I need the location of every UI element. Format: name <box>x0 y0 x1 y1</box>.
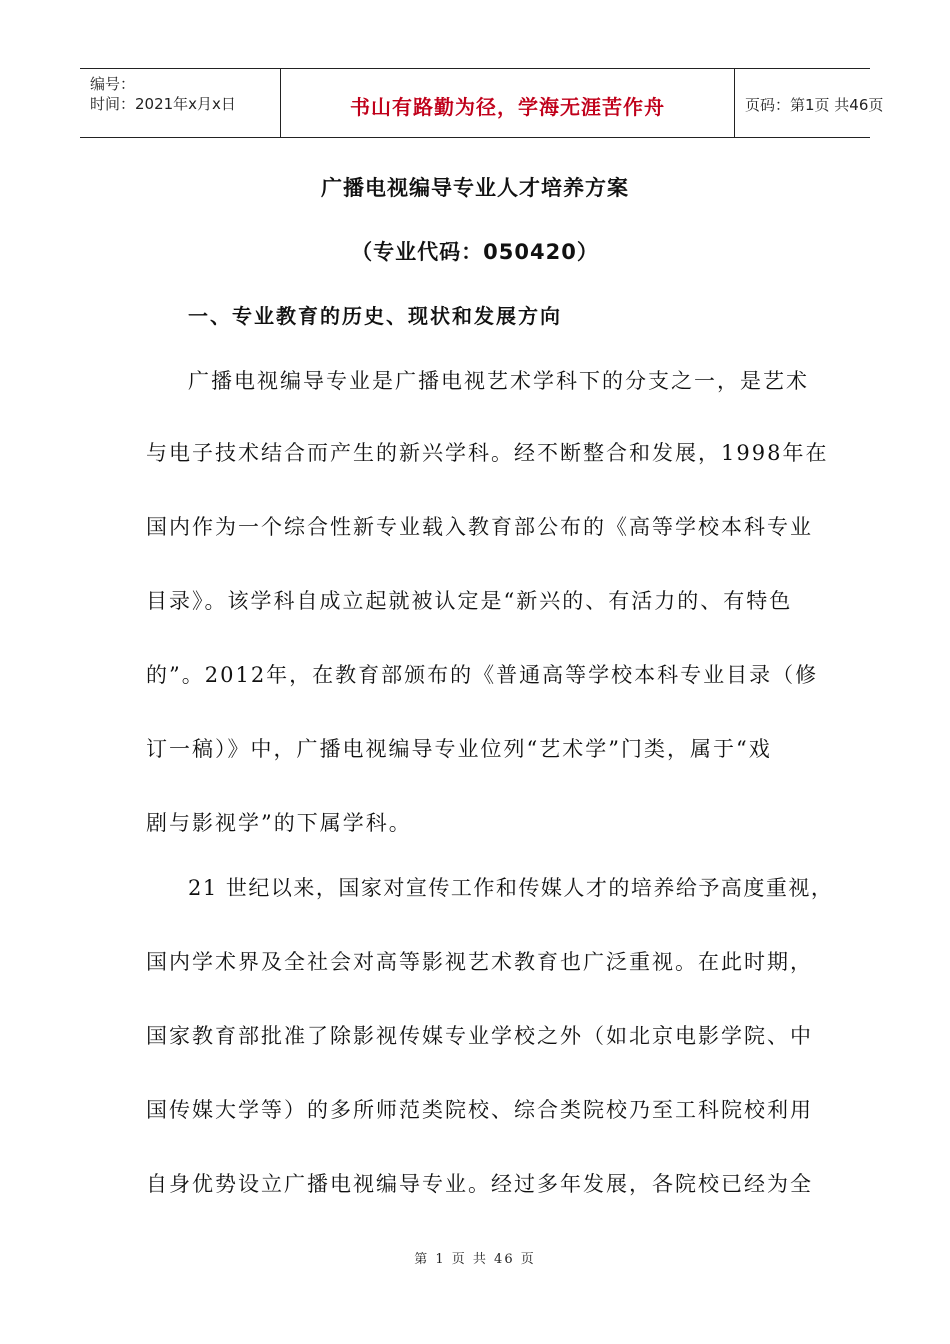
date-label: 时间：2021年x月x日 <box>90 95 236 113</box>
paragraph-line: 的”。2012年，在教育部颁布的《普通高等学校本科专业目录（修 <box>146 663 819 687</box>
document-header <box>80 68 884 138</box>
number-label: 编号： <box>90 75 136 93</box>
program-code: （专业代码：050420） <box>351 240 599 264</box>
paragraph-line: 国家教育部批准了除影视传媒专业学校之外（如北京电影学院、中 <box>146 1024 813 1048</box>
paragraph-line: 剧与影视学”的下属学科。 <box>146 811 412 835</box>
paragraph-line: 国内作为一个综合性新专业载入教育部公布的《高等学校本科专业 <box>146 515 813 539</box>
paragraph-line: 目录》。该学科自成立起就被认定是“新兴的、有活力的、有特色 <box>146 589 793 613</box>
page-footer: 第 1 页 共 46 页 <box>414 1252 536 1267</box>
header-info-cell <box>80 69 280 137</box>
paragraph-line: 国内学术界及全社会对高等影视艺术教育也广泛重视。在此时期， <box>146 950 813 974</box>
section-heading: 一、专业教育的历史、现状和发展方向 <box>188 304 562 328</box>
document-title: 广播电视编导专业人才培养方案 <box>321 176 629 200</box>
paragraph-line: 国传媒大学等）的多所师范类院校、综合类院校乃至工科院校利用 <box>146 1098 813 1122</box>
paragraph-line: 21 世纪以来，国家对宣传工作和传媒人才的培养给予高度重视， <box>188 876 834 900</box>
paragraph-line: 自身优势设立广播电视编导专业。经过多年发展，各院校已经为全 <box>146 1172 813 1196</box>
paragraph-line: 与电子技术结合而产生的新兴学科。经不断整合和发展，1998年在 <box>146 441 829 465</box>
header-motto-cell <box>280 69 735 137</box>
page-info: 页码：第1页 共46页 <box>745 96 884 114</box>
motto: 书山有路勤为径，学海无涯苦作舟 <box>350 95 665 119</box>
paragraph-line: 广播电视编导专业是广播电视艺术学科下的分支之一，是艺术 <box>188 369 809 393</box>
paragraph-line: 订一稿）》中，广播电视编导专业位列“艺术学”门类，属于“戏 <box>146 737 772 761</box>
header-page-cell <box>735 69 884 137</box>
